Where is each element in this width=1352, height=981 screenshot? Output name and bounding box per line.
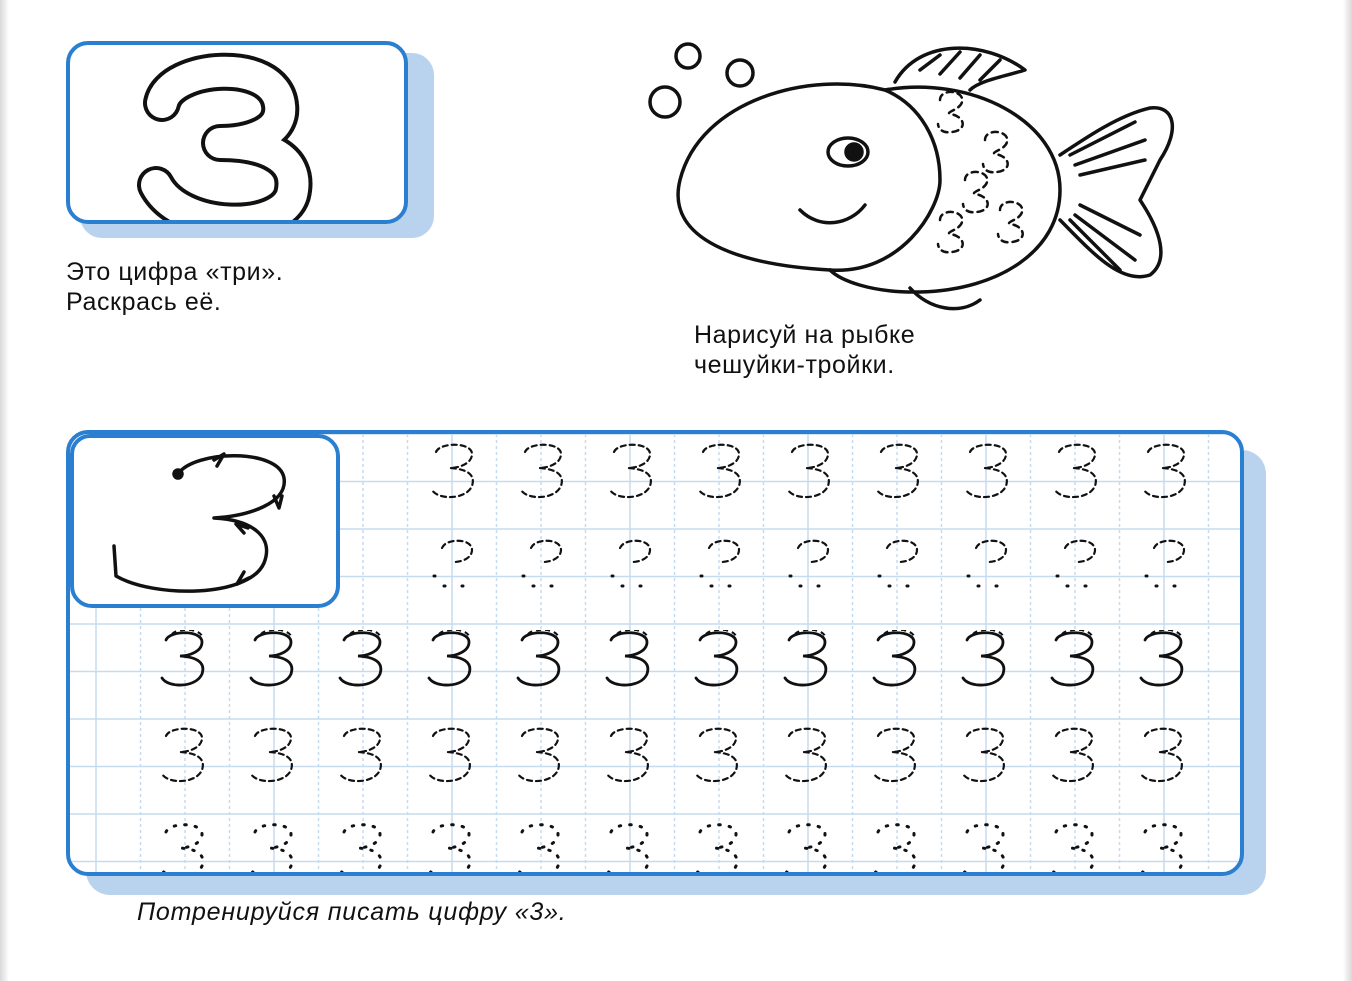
practice-three-dotted (959, 822, 1015, 876)
practice-three-solid (781, 630, 837, 690)
practice-three-dashed (158, 726, 214, 786)
practice-three-dashed (517, 442, 573, 502)
practice-three-dotted (425, 822, 481, 876)
practice-three-solid (336, 630, 392, 690)
practice-three-solid (158, 630, 214, 690)
practice-three-dashed (959, 726, 1015, 786)
practice-three-dashed (603, 726, 659, 786)
practice-three-dashed (695, 442, 751, 502)
practice-grid (66, 430, 1244, 876)
practice-three-dashed (692, 726, 748, 786)
practice-three-solid (603, 630, 659, 690)
practice-three-dashed (1140, 442, 1196, 502)
fish-instruction-line-2: чешуйки-тройки. (694, 351, 895, 379)
practice-three-dashed (606, 442, 662, 502)
practice-three-dashed (1048, 726, 1104, 786)
fish-instruction-line-1: Нарисуй на рыбке (694, 321, 916, 349)
practice-three-dashed (870, 726, 926, 786)
practice-three-solid (870, 630, 926, 690)
practice-three-dashed (514, 726, 570, 786)
practice-three-dotted (1137, 822, 1193, 876)
practice-three-solid (247, 630, 303, 690)
practice-three-dotted (781, 822, 837, 876)
practice-three-dotted (603, 822, 659, 876)
bubble-icon (676, 44, 700, 68)
practice-three-solid (514, 630, 570, 690)
page-edge-left (0, 0, 9, 981)
color-instruction-line-1: Это цифра «три». (66, 258, 284, 286)
practice-three-dashed-partial (517, 534, 573, 594)
color-instruction-line-2: Раскрась её. (66, 288, 222, 316)
bubble-icon (727, 60, 753, 86)
practice-three-dashed-partial (1140, 534, 1196, 594)
practice-three-dotted (336, 822, 392, 876)
practice-three-dashed (428, 442, 484, 502)
bubble-icon (650, 87, 680, 117)
practice-three-dashed (784, 442, 840, 502)
practice-three-dotted (514, 822, 570, 876)
practice-three-solid (692, 630, 748, 690)
stroke-order-three (74, 438, 336, 604)
practice-three-dotted (158, 822, 214, 876)
practice-three-dotted (1048, 822, 1104, 876)
stroke-order-sample (70, 434, 340, 608)
practice-three-dotted (247, 822, 303, 876)
practice-three-dashed (247, 726, 303, 786)
practice-three-solid (425, 630, 481, 690)
fish-instruction (694, 320, 915, 380)
practice-three-dashed-partial (962, 534, 1018, 594)
practice-three-solid (1048, 630, 1104, 690)
practice-three-dashed (1051, 442, 1107, 502)
practice-three-dotted (870, 822, 926, 876)
digit-three-outline (70, 45, 404, 220)
practice-three-dashed (962, 442, 1018, 502)
arrow-icon (237, 572, 249, 584)
practice-three-dashed (781, 726, 837, 786)
practice-three-solid (959, 630, 1015, 690)
practice-three-dashed (425, 726, 481, 786)
practice-three-dashed-partial (428, 534, 484, 594)
color-instruction (66, 257, 283, 317)
practice-three-dashed-partial (784, 534, 840, 594)
practice-three-solid (1137, 630, 1193, 690)
practice-three-dashed-partial (1051, 534, 1107, 594)
fish-illustration (640, 30, 1200, 320)
practice-instruction: Потренируйся писать цифру «3». (137, 898, 567, 926)
practice-three-dashed-partial (873, 534, 929, 594)
practice-three-dashed-partial (606, 534, 662, 594)
practice-three-dotted (692, 822, 748, 876)
practice-three-dashed (1137, 726, 1193, 786)
page-edge-right (1343, 0, 1352, 981)
practice-three-dashed (336, 726, 392, 786)
practice-three-dashed-partial (695, 534, 751, 594)
digit-card (66, 41, 408, 224)
practice-three-dashed (873, 442, 929, 502)
